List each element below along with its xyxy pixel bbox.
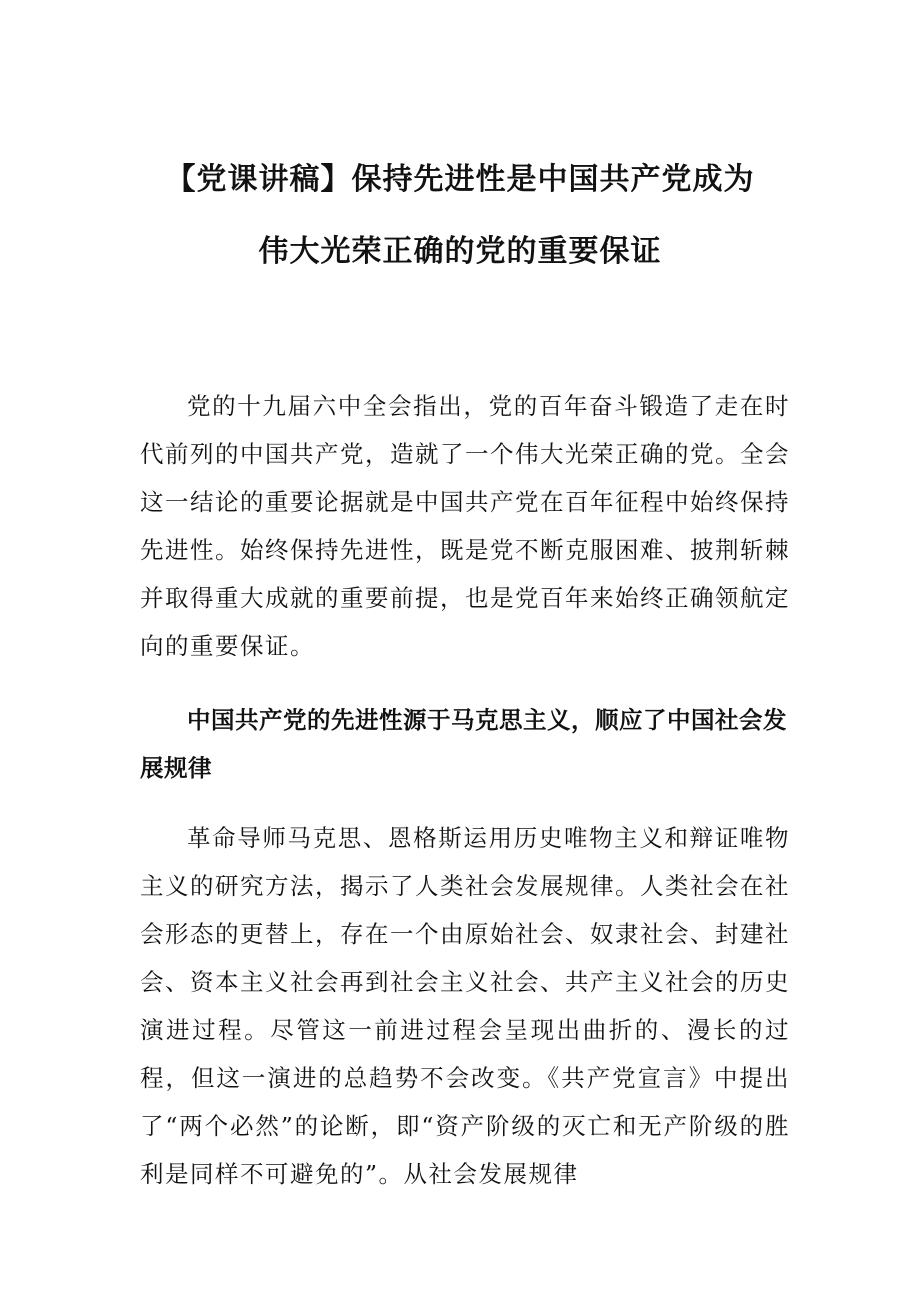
- body-paragraph-2-container: [140, 814, 790, 1198]
- body-paragraph-1-container: [140, 382, 790, 670]
- body-paragraph-1: 党的十九届六中全会指出，党的百年奋斗锻造了走在时代前列的中国共产党，造就了一个伟大光荣正确的党。全会这一结论的重要论据就是中国共产党在百年征程中始终保持先进性。始终保持先进性，既是党不断克服困难、披荆斩棘并取得重大成就的重要前提，也是党百年来始终正确领航定向的重要保证。: [140, 392, 790, 660]
- section-heading-1: 中国共产党的先进性源于马克思主义，顺应了中国社会发展规律: [140, 706, 787, 782]
- document-title-line-1: 【党课讲稿】保持先进性是中国共产党成为: [165, 162, 755, 197]
- body-paragraph-2: 革命导师马克思、恩格斯运用历史唯物主义和辩证唯物主义的研究方法，揭示了人类社会发展规律。人类社会在社会形态的更替上，存在一个由原始社会、奴隶社会、封建社会、资本主义社会再到社会主义社会、共产主义社会的历史演进过程。尽管这一前进过程会呈现出曲折的、漫长的过程，但这一演进的总趋势不会改变。《共产党宣言》中提出了“两个必然”的论断，即“资产阶级的灭亡和无产阶级的胜利是同样不可避免的”。从社会发展规律: [140, 824, 790, 1188]
- section-heading-1-container: [140, 696, 790, 792]
- document-title-line-2: 伟大光荣正确的党的重要保证: [258, 234, 662, 269]
